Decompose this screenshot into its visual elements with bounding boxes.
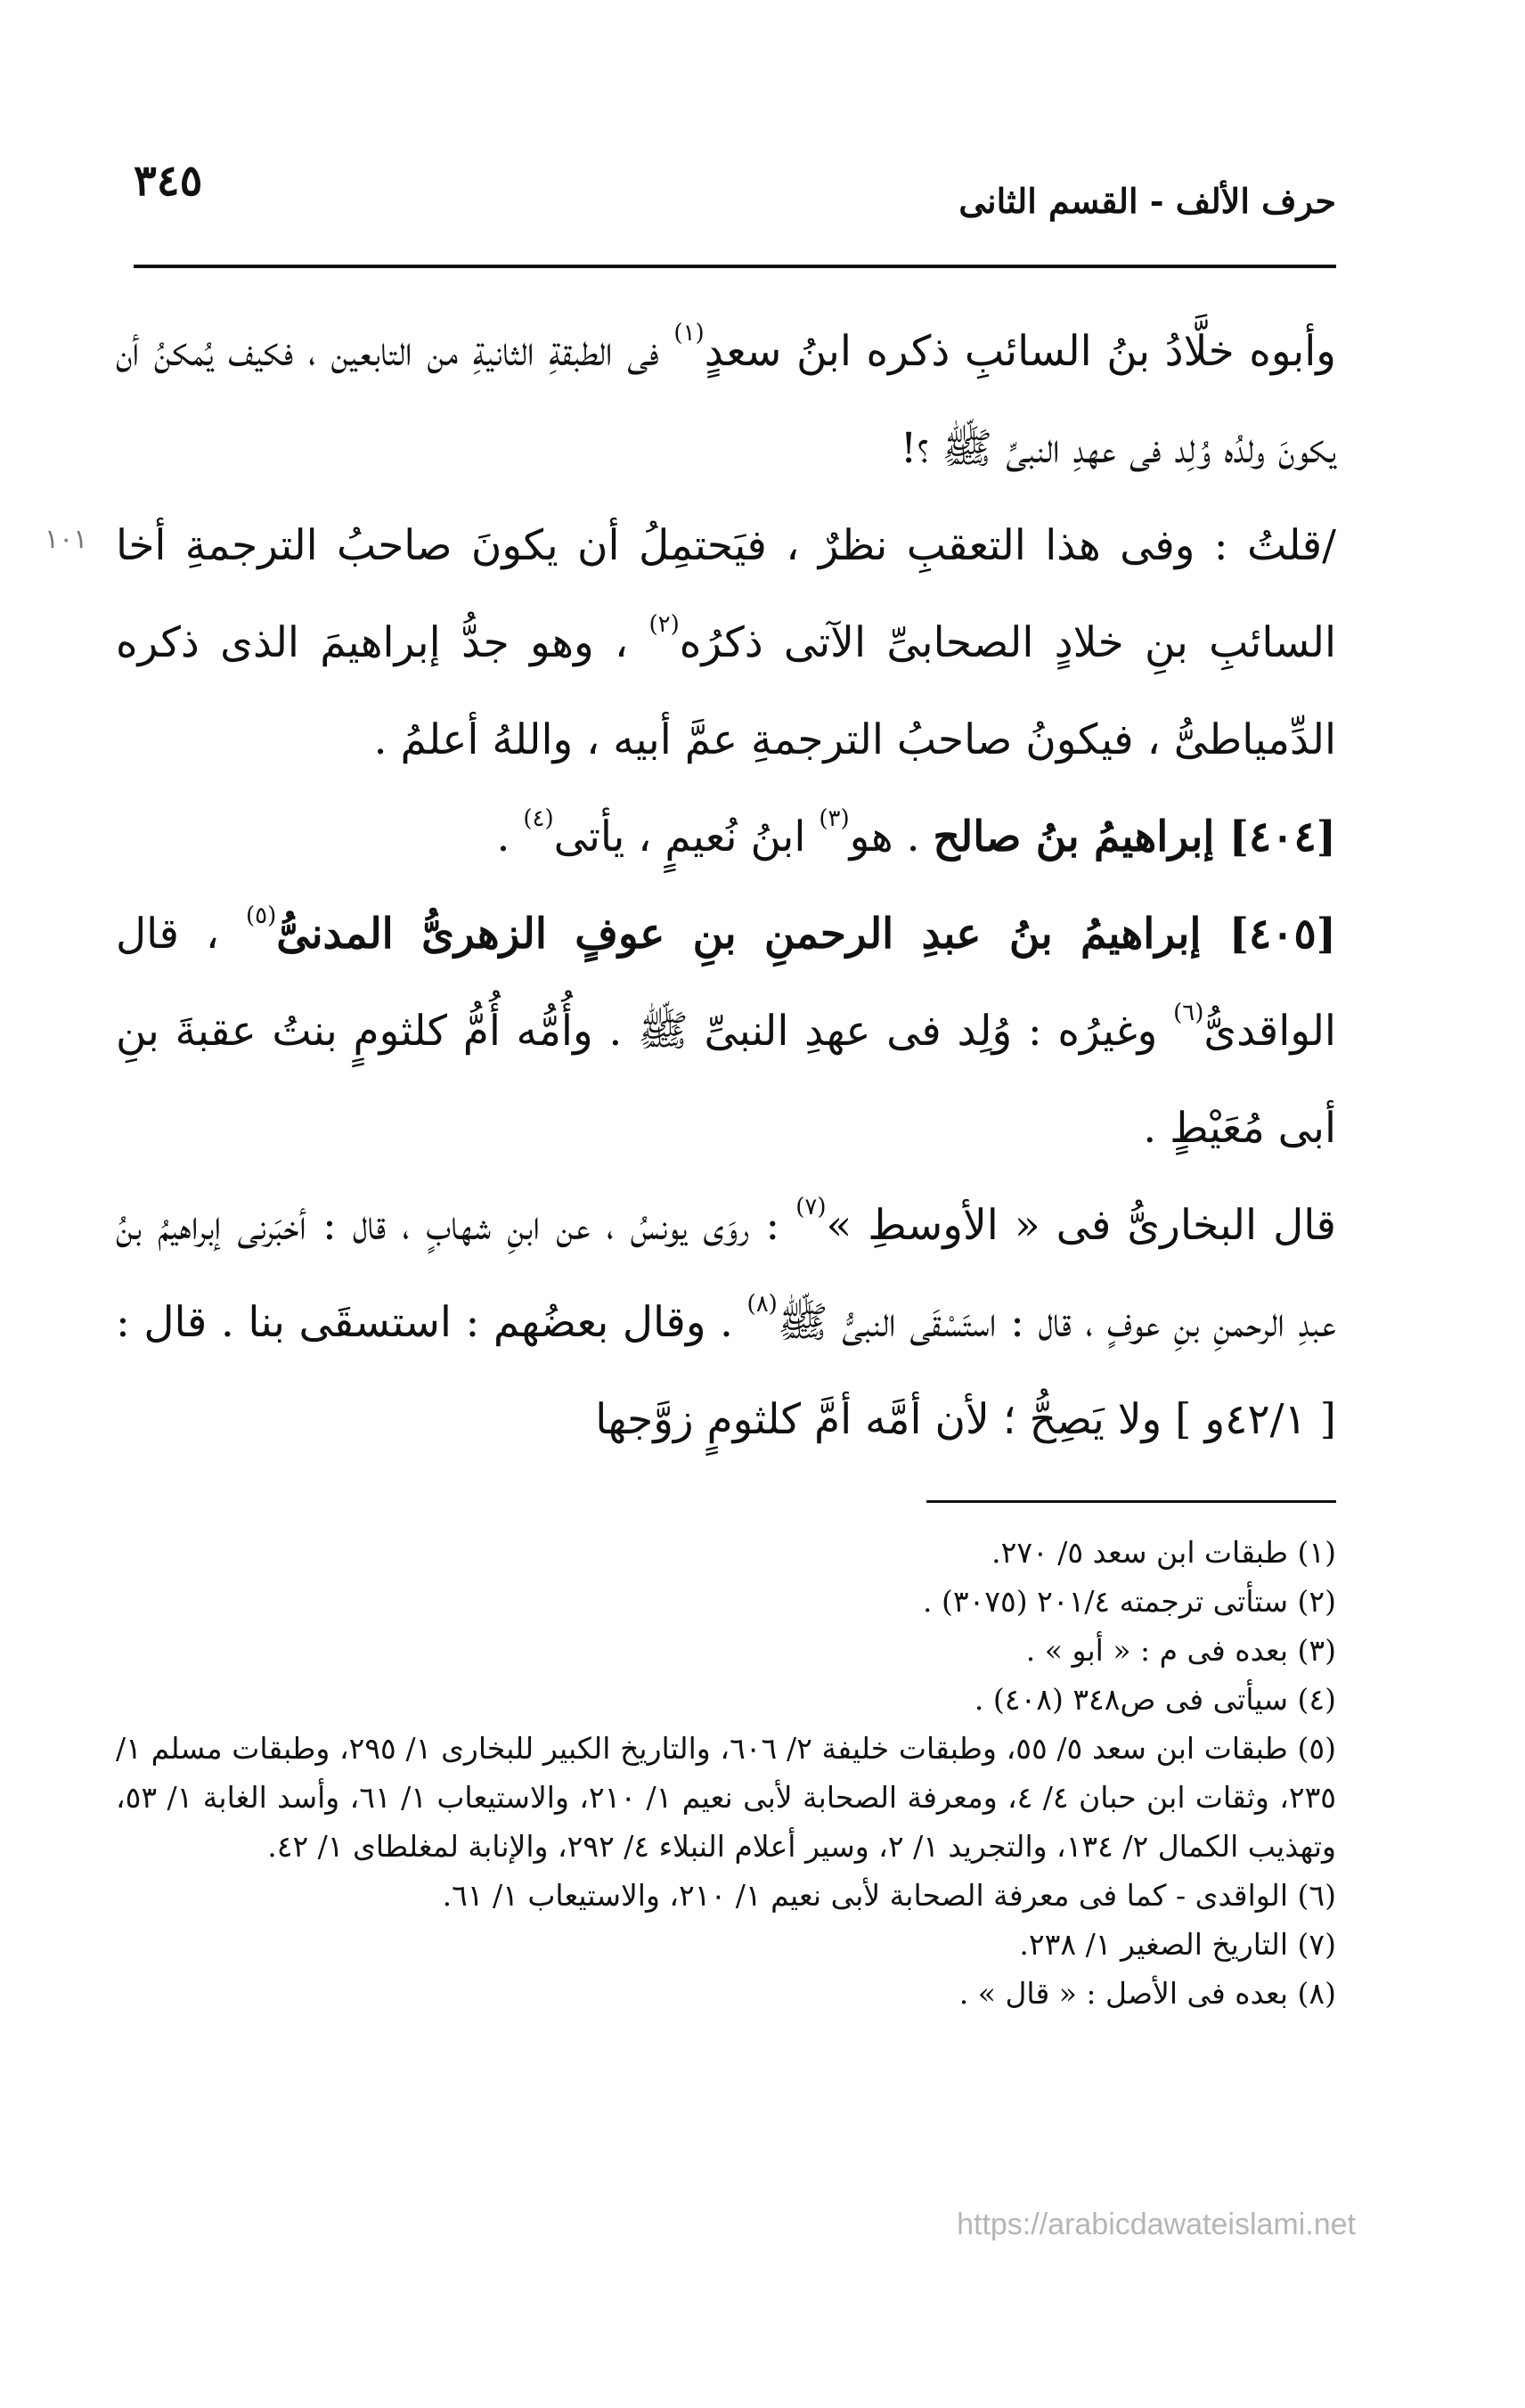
margin-note: ١٠١ [45,524,88,555]
paragraph [116,497,1336,788]
running-title: حرف الألف - القسم الثانى [958,181,1336,221]
footnote: (٥) طبقات ابن سعد ٥/ ٥٥، وطبقات خليفة ٢/ ٦٠٦، والتاريخ الكبير للبخارى ١/ ٢٩٥، وطبقات مسلم ١/ ٢٣٥، وثقات ابن حبان ٤/ ٤، ومعرفة الصحابة لأبى نعيم ١/ ٢١٠، والاستيعاب ١/ ٦١، وأسد الغابة ١/ ٥٣، وتهذيب الكمال ٢/ ١٣٤، والتجريد ١/ ٢، وسير أعلام النبلاء ٤/ ٢٩٢، والإنابة لمغلطاى ١/ ٤٢. [116,1731,1337,1864]
footnotes [116,1528,1336,2018]
text-span: وغيرُه : وُلِد فى عهدِ النبىِّ ﷺ . وأُمُّه أُمُّ كلثومٍ بنتُ عقبةَ بنِ أبى مُعَيْطٍ . [116,1007,1336,1153]
footnote-ref[interactable]: (٣) [819,805,850,832]
page-number: ٣٤٥ [134,156,203,206]
entry-name: إبراهيمُ بنُ عبدِ الرحمنِ بنِ عوفٍ الزهرىُّ المدنىُّ [276,910,1229,959]
footnote: (١) طبقات ابن سعد ٥/ ٢٧٠. [991,1535,1336,1570]
entry-name: إبراهيمُ بنُ صالح [933,812,1229,861]
text-span: فى الطبقةِ الثانيةِ من التابعين ، فكيف يُمكنُ أن يكونَ ولدُه وُلِد فى عهدِ النبىِّ ﷺ ؟! [116,327,1336,473]
text-span: . [496,812,524,861]
footnote-ref[interactable]: (٨) [746,1291,778,1318]
text-span: ابنُ نُعيمٍ ، يأتى [553,812,820,861]
entry-number: [٤٠٥] [1228,910,1336,959]
text-span: ، وهو جدُّ إبراهيمَ الذى ذكره الدِّمياطىُّ ، فيكونُ صاحبُ الترجمةِ عمَّ أبيه ، واللهُ أعلمُ . [116,618,1336,764]
footnote-ref[interactable]: (٥) [245,902,277,929]
footnote-ref[interactable]: (٧) [795,1194,827,1220]
footnote: (٤) سيأتى فى ص٣٤٨ (٤٠٨) . [974,1682,1336,1717]
main-text [116,303,1336,1468]
footnote: (٨) بعده فى الأصل : « قال » . [958,1976,1336,2011]
text-span: وأبوه خلَّادُ بنُ السائبِ ذكره ابنُ سعدٍ [704,327,1336,376]
entry-405 [116,886,1336,1177]
text-span: ، قال الواقدىُّ [116,910,1336,1056]
text-span: . هو [849,812,934,861]
footnote: (٢) ستأتى ترجمته ٢٠١/٤ (٣٠٧٥) . [923,1584,1336,1619]
footnote: (٧) التاريخ الصغير ١/ ٢٣٨. [1019,1927,1336,1962]
text-span: قال البخارىُّ فى « الأوسطِ » [826,1201,1337,1250]
page-header [134,147,1336,245]
footnote: (٦) الواقدى - كما فى معرفة الصحابة لأبى نعيم ١/ ٢١٠، والاستيعاب ١/ ٦١. [442,1878,1336,1913]
footnote-ref[interactable]: (١) [673,320,705,347]
footnote-ref[interactable]: (٦) [1173,1000,1204,1026]
entry-number: [٤٠٤] [1228,812,1336,861]
text-span: : روَى يونسُ ، عن ابنِ شهابٍ ، قال : أخبَرنى إبراهيمُ بنُ عبدِ الرحمنِ بنِ عوفٍ ، قال : استَسْقَى النبىُّ ﷺ [116,1201,1336,1347]
header-rule [134,265,1336,268]
footnote: (٣) بعده فى م : « أبو » . [1025,1633,1336,1668]
entry-404 [116,788,1336,886]
paragraph [116,303,1336,497]
paragraph [116,1177,1336,1468]
watermark-url: https://arabicdawateislami.net [957,2208,1356,2241]
footnote-ref[interactable]: (٢) [648,611,680,638]
text-span: . وقال بعضُهم : استسقَى بنا . قال : [ ٤٢/١و ] ولا يَصِحُّ ؛ لأن أمَّه أمَّ كلثومٍ زوَّجها [116,1298,1336,1444]
footnote-ref[interactable]: (٤) [523,805,554,832]
footnote-rule [926,1500,1336,1503]
text-span: /قلتُ : وفى هذا التعقبِ نظرٌ ، فيَحتمِلُ أن يكونَ صاحبُ الترجمةِ أخا السائبِ بنِ خلادٍ الصحابىِّ الآتى ذكرُه [116,521,1336,667]
